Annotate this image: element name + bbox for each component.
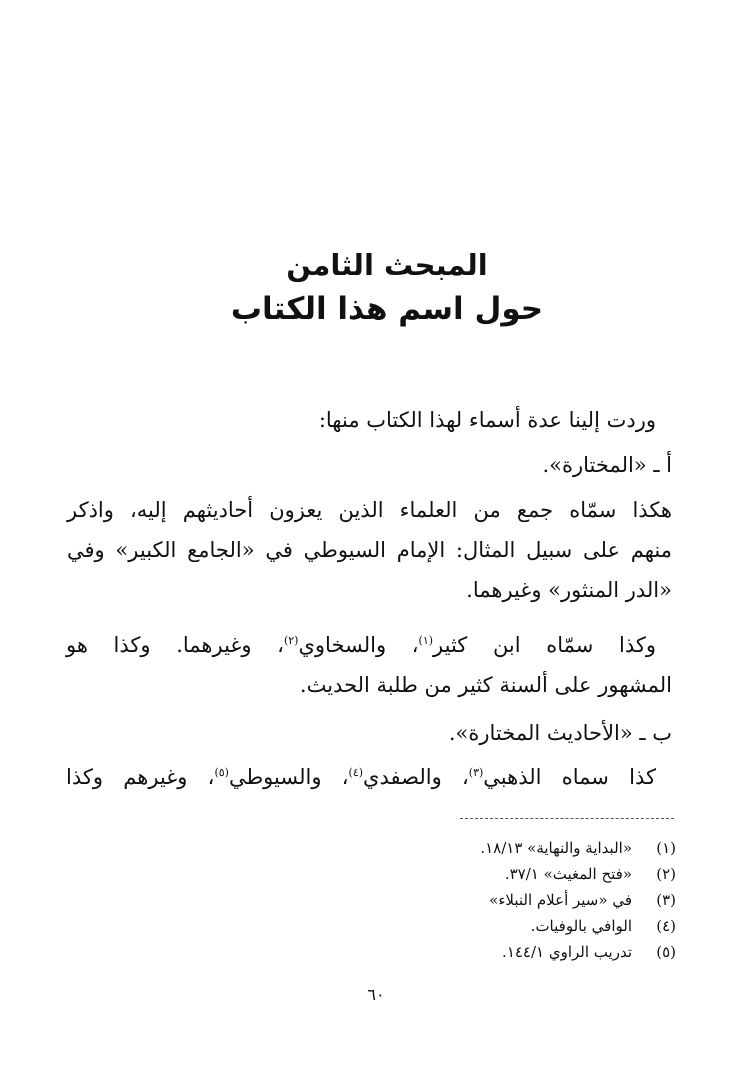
para1-line1: هكذا سمّاه جمع من العلماء الذين يعزون أحاديثهم إليه، واذكر [67, 498, 672, 522]
para3-line1 [66, 762, 656, 792]
footnote-divider [460, 818, 674, 819]
footnote-number: (٥) [656, 943, 676, 961]
item-b-label: ب ـ «الأحاديث المختارة». [448, 721, 672, 745]
para2-text-b: ، والسخاوي [298, 633, 419, 657]
footnote-ref-3[interactable]: (٣) [468, 766, 484, 779]
para1-line3: «الدر المنثور» وغيرهما. [466, 578, 672, 602]
para2-text-a: وكذا سمّاه ابن كثير [433, 633, 657, 657]
footnote-text: تدريب الراوي ١٤٤/١. [502, 943, 632, 961]
footnote-number: (٤) [656, 917, 676, 935]
section-subtitle: حول اسم هذا الكتاب [230, 291, 544, 327]
page-number: ٦٠ [367, 985, 385, 1004]
footnote-item [480, 838, 676, 858]
footnote-item [489, 890, 676, 910]
footnote-item [531, 916, 676, 936]
para3-text-b: ، والصفدي [363, 765, 469, 789]
para3-text-c: ، والسيوطي [228, 765, 349, 789]
section-title: المبحث الثامن [286, 248, 488, 282]
para3-text-d: ، وغيرهم وكذا [66, 765, 215, 789]
footnote-text: الوافي بالوفيات. [530, 917, 632, 935]
intro-line: وردت إلينا عدة أسماء لهذا الكتاب منها: [318, 408, 656, 432]
footnote-text: في «سير أعلام النبلاء» [489, 891, 632, 909]
para3-text-a: كذا سماه الذهبي [483, 765, 657, 789]
footnote-item [502, 942, 676, 962]
para2-text-c: ، وغيرهما. وكذا هو [66, 633, 284, 657]
footnote-item [505, 864, 676, 884]
footnote-ref-2[interactable]: (٢) [283, 634, 299, 647]
footnote-ref-1[interactable]: (١) [418, 634, 434, 647]
footnote-text: «فتح المغيث» ٣٧/١. [504, 865, 632, 883]
footnote-text: «البداية والنهاية» ١٨/١٣. [480, 839, 632, 857]
footnote-ref-5[interactable]: (٥) [214, 766, 229, 779]
footnote-number: (١) [656, 839, 676, 857]
para2-line1 [66, 630, 656, 660]
footnote-ref-4[interactable]: (٤) [348, 766, 364, 779]
footnote-number: (٣) [656, 891, 676, 909]
footnote-number: (٢) [656, 865, 676, 883]
para2-line2: المشهور على ألسنة كثير من طلبة الحديث. [299, 673, 672, 697]
para1-line2: منهم على سبيل المثال: الإمام السيوطي في «الجامع الكبير» وفي [67, 538, 672, 562]
item-a-label: أ ـ «المختارة». [542, 453, 672, 477]
